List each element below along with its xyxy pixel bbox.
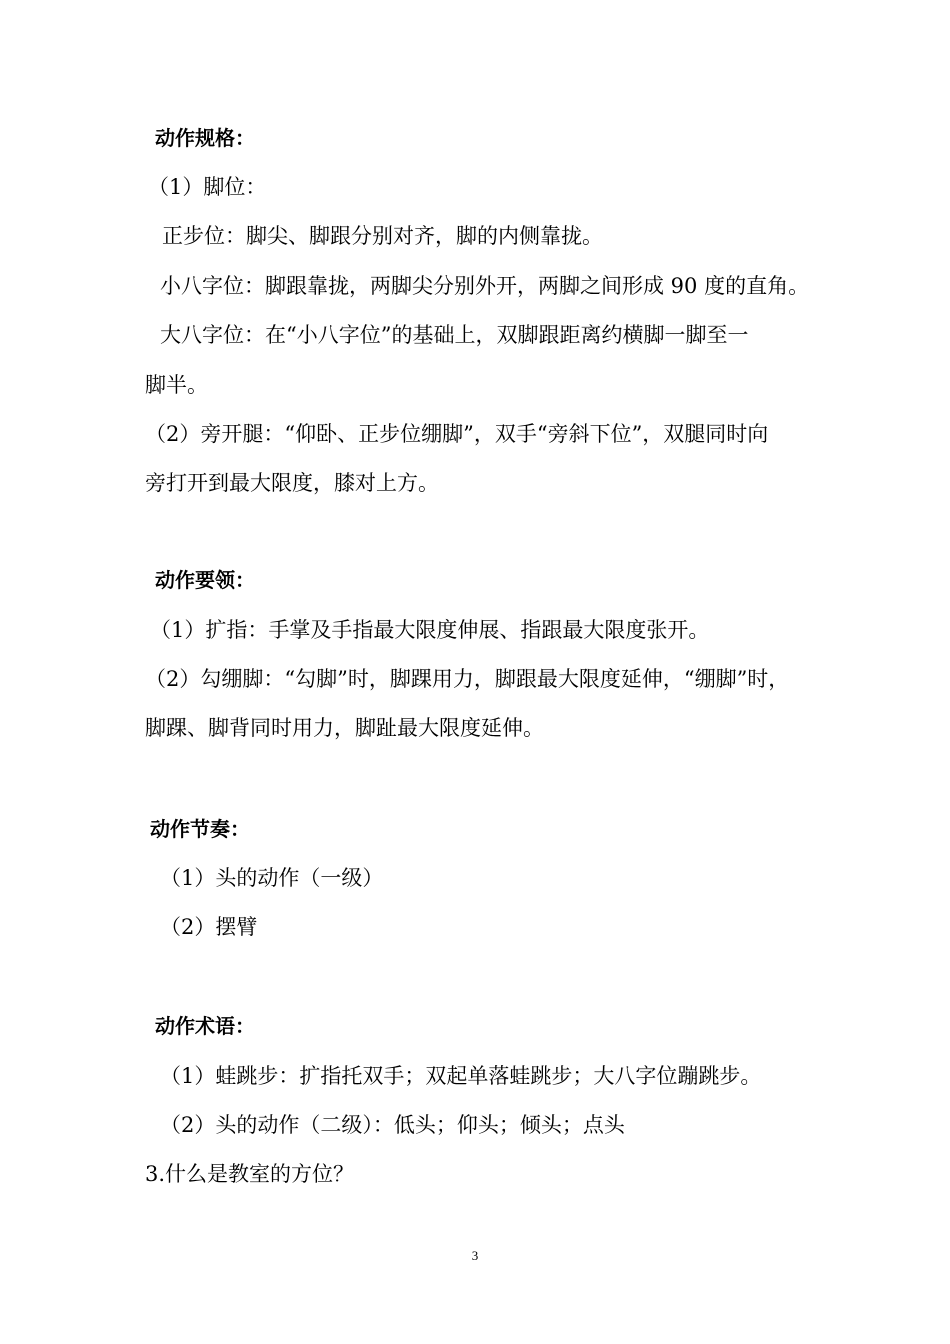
- spec-item-pangkaitui-line1: （2）旁开腿：“仰卧、正步位绷脚”，双手“旁斜下位”，双腿同时向: [145, 422, 769, 446]
- spec-item-dabaziwei-line1: 大八字位：在“小八字位”的基础上，双脚跟距离约横脚一脚至一: [160, 323, 749, 347]
- section-heading-rhythm: 动作节奏：: [150, 817, 250, 841]
- page-number: 3: [471, 1248, 479, 1263]
- spec-item-dabaziwei-line2: 脚半。: [145, 373, 208, 397]
- rhythm-item-head-level1: （1）头的动作（一级）: [160, 866, 384, 890]
- question-classroom-orientation: 3.什么是教室的方位？: [145, 1162, 355, 1186]
- rhythm-item-baibi: （2）摆臂: [160, 915, 258, 939]
- essentials-item-kuozhi: （1）扩指：手掌及手指最大限度伸展、指跟最大限度张开。: [150, 618, 710, 642]
- essentials-item-goubengjiao-line2: 脚踝、脚背同时用力，脚趾最大限度延伸。: [145, 716, 544, 740]
- spec-item-xiaobaziwei: 小八字位：脚跟靠拢，两脚尖分别外开，两脚之间形成 90 度的直角。: [160, 274, 810, 298]
- essentials-item-goubengjiao-line1: （2）勾绷脚：“勾脚”时，脚踝用力，脚跟最大限度延伸，“绷脚”时，: [145, 667, 790, 691]
- spec-item-foot-position: （1）脚位：: [148, 175, 267, 199]
- section-heading-spec: 动作规格：: [155, 126, 255, 150]
- spec-item-pangkaitui-line2: 旁打开到最大限度，膝对上方。: [145, 471, 439, 495]
- spec-item-zhengbuwei: 正步位：脚尖、脚跟分别对齐，脚的内侧靠拢。: [162, 224, 603, 248]
- section-heading-essentials: 动作要领：: [155, 568, 255, 592]
- terms-item-watiaobu: （1）蛙跳步：扩指托双手；双起单落蛙跳步；大八字位蹦跳步。: [160, 1064, 762, 1088]
- section-heading-terms: 动作术语：: [155, 1014, 255, 1038]
- terms-item-head-level2: （2）头的动作（二级）：低头；仰头；倾头；点头: [160, 1113, 625, 1137]
